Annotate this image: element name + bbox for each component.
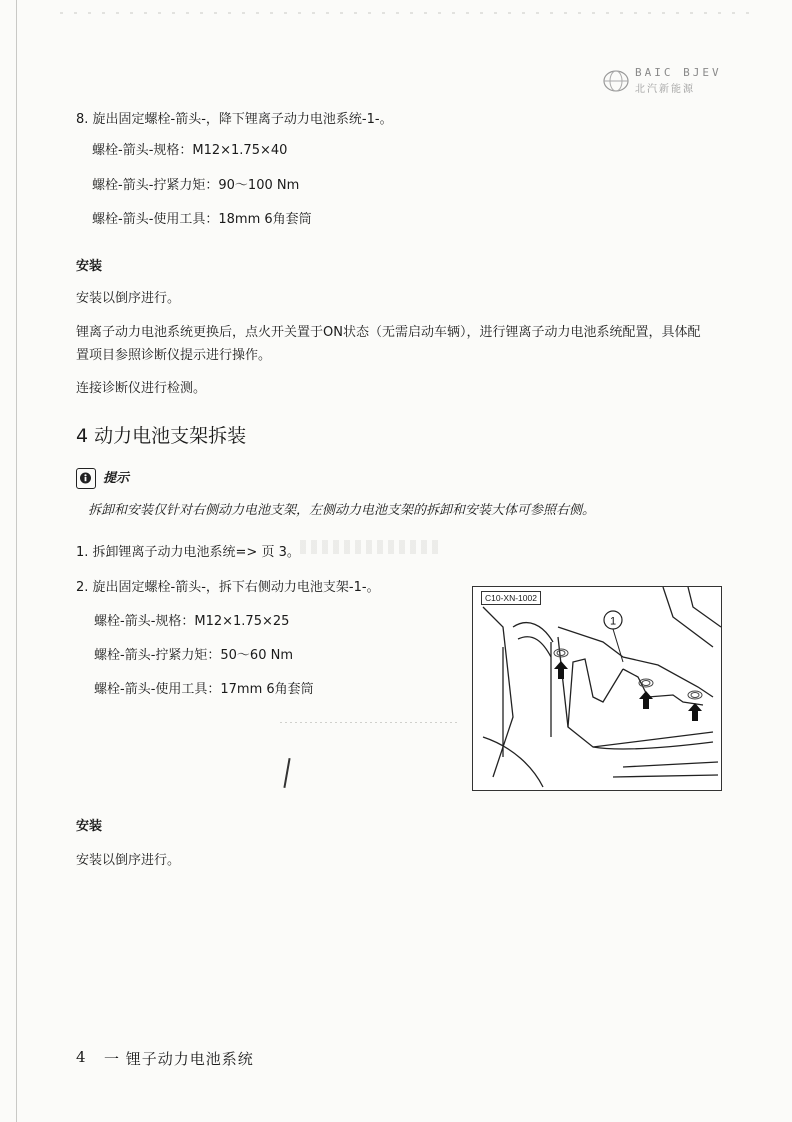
scan-edge xyxy=(16,0,17,1122)
page-number: 4 xyxy=(76,1048,87,1066)
bracket-bolt-spec-size: 螺栓-箭头-规格：M12×1.75×25 xyxy=(94,614,290,629)
bracket-bolt-spec-tool: 螺栓-箭头-使用工具：17mm 6角套筒 xyxy=(94,682,314,697)
section-title: 4 动力电池支架拆装 xyxy=(76,425,247,447)
tip-label: 提示 xyxy=(103,471,130,486)
logo-text-cn: 北汽新能源 xyxy=(635,84,695,95)
figure-code: C10-XN-1002 xyxy=(481,591,541,605)
logo-text-en: BAIC BJEV xyxy=(635,66,722,79)
pen-mark xyxy=(283,758,290,788)
install-reverse-text-2: 安装以倒序进行。 xyxy=(76,853,181,868)
tip-text: 拆卸和安装仅针对右侧动力电池支架，左侧动力电池支架的拆卸和安装大体可参照右侧。 xyxy=(88,503,596,518)
brand-mark-icon xyxy=(602,68,630,94)
step-8: 8. 旋出固定螺栓-箭头-，降下锂离子动力电池系统-1-。 xyxy=(76,112,393,127)
arrow-icon xyxy=(554,661,702,721)
step-2: 2. 旋出固定螺栓-箭头-，拆下右侧动力电池支架-1-。 xyxy=(76,580,380,595)
diagnostic-text: 连接诊断仪进行检测。 xyxy=(76,381,207,396)
bolt-spec-tool: 螺栓-箭头-使用工具：18mm 6角套筒 xyxy=(92,212,312,227)
config-note-line2: 置项目参照诊断仪提示进行操作。 xyxy=(76,348,272,363)
config-note-line1: 锂离子动力电池系统更换后，点火开关置于ON状态（无需启动车辆），进行锂离子动力电池系统配置，具体配 xyxy=(76,325,701,340)
bolt-spec-torque: 螺栓-箭头-拧紧力矩：90～100 Nm xyxy=(92,178,300,193)
scan-dotline xyxy=(280,722,460,723)
bolt-spec-size: 螺栓-箭头-规格：M12×1.75×40 xyxy=(92,143,288,158)
bracket-bolt-spec-torque: 螺栓-箭头-拧紧力矩：50～60 Nm xyxy=(94,648,293,663)
install-heading: 安装 xyxy=(76,259,103,274)
step-1: 1. 拆卸锂离子动力电池系统=> 页 3。 xyxy=(76,545,300,560)
scan-noise xyxy=(60,12,760,14)
chapter-title: 一 锂子动力电池系统 xyxy=(104,1050,254,1068)
brand-logo xyxy=(602,66,722,96)
battery-bracket-drawing xyxy=(473,587,722,791)
install-heading-2: 安装 xyxy=(76,819,103,834)
scan-smudge xyxy=(300,540,440,554)
info-icon xyxy=(76,468,96,489)
bracket-illustration xyxy=(472,586,722,791)
install-reverse-text: 安装以倒序进行。 xyxy=(76,291,181,306)
callout-number: 1 xyxy=(609,615,617,628)
